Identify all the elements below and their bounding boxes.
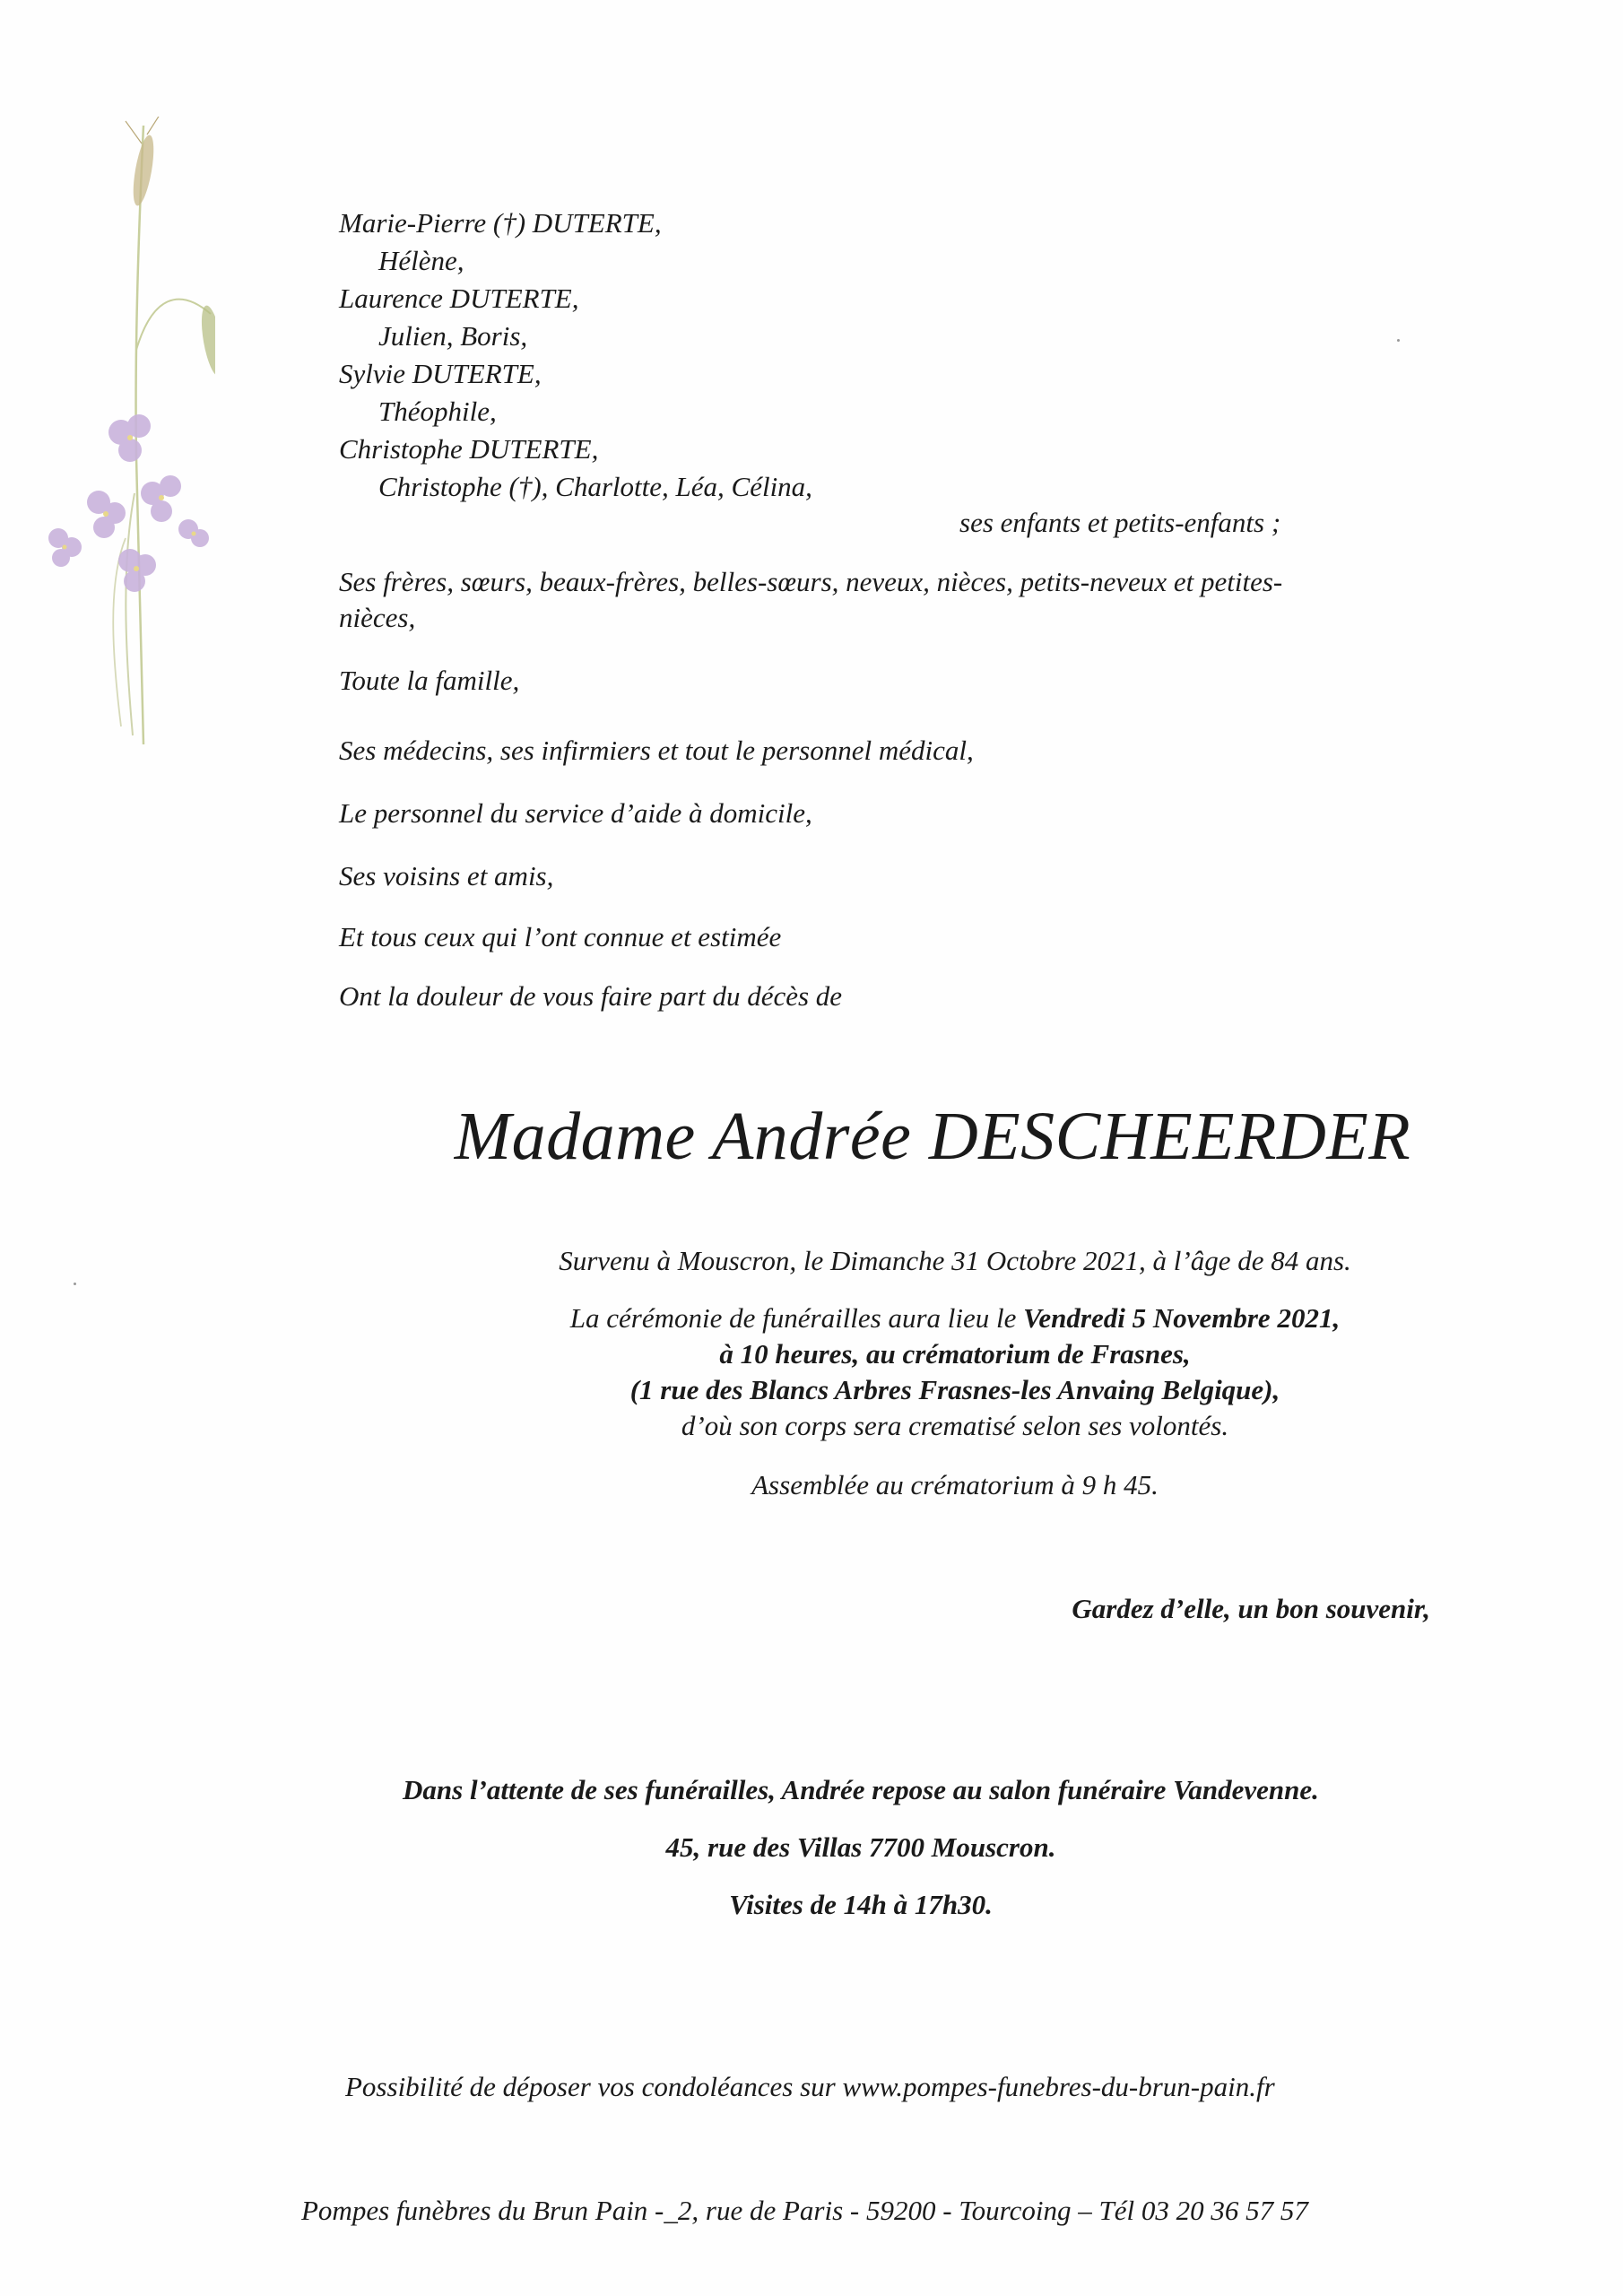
death-details: Survenu à Mouscron, le Dimanche 31 Octobre 2021, à l’âge de 84 ans. <box>559 1245 1351 1276</box>
funeral-home-footer: Pompes funèbres du Brun Pain -_2, rue de Paris - 59200 - Tourcoing – Tél 03 20 36 57 57 <box>301 2195 1308 2226</box>
family-line: Sylvie DUTERTE, <box>339 358 542 389</box>
speck <box>1397 339 1400 342</box>
flower-illustration <box>36 117 215 762</box>
family-line: Marie-Pierre (†) DUTERTE, <box>339 207 662 239</box>
ceremony-date: Vendredi 5 Novembre 2021, <box>1023 1302 1341 1334</box>
home-help-text: Le personnel du service d’aide à domicile, <box>339 797 812 829</box>
ceremony-line <box>314 1300 1596 1336</box>
siblings-text-continued: nièces, <box>339 602 416 633</box>
family-line: Laurence DUTERTE, <box>339 283 579 314</box>
relation-text: ses enfants et petits-enfants ; <box>959 507 1281 538</box>
deceased-name: Madame Andrée DESCHEERDER <box>454 1099 1411 1174</box>
family-line: Julien, Boris, <box>378 320 528 352</box>
family-line: Christophe DUTERTE, <box>339 433 599 465</box>
siblings-text: Ses frères, sœurs, beaux-frères, belles-sœurs, neveux, nièces, petits-neveux et petites- <box>339 566 1283 597</box>
cremation-text: d’où son corps sera crematisé selon ses volontés. <box>681 1410 1229 1441</box>
family-line: Théophile, <box>378 396 497 427</box>
ceremony-address <box>314 1372 1596 1408</box>
condolences-text: Possibilité de déposer vos condoléances sur www.pompes-funebres-du-brun-pain.fr <box>345 2071 1275 2102</box>
visitation-hours: Visites de 14h à 17h30. <box>729 1889 993 1920</box>
announcement-text: Ont la douleur de vous faire part du décès de <box>339 980 843 1012</box>
visitation-line-1: Dans l’attente de ses funérailles, Andrée repose au salon funéraire Vandevenne. <box>403 1774 1319 1805</box>
medical-text: Ses médecins, ses infirmiers et tout le personnel médical, <box>339 735 974 766</box>
family-line: Hélène, <box>378 245 464 276</box>
remember-text: Gardez d’elle, un bon souvenir, <box>1072 1593 1430 1624</box>
ceremony-address-text: (1 rue des Blancs Arbres Frasnes-les Anvaing Belgique), <box>629 1374 1280 1405</box>
family-line: Christophe (†), Charlotte, Léa, Célina, <box>378 471 812 502</box>
all-who-knew-text: Et tous ceux qui l’ont connue et estimée <box>339 921 782 952</box>
assembly-text: Assemblée au crématorium à 9 h 45. <box>751 1469 1159 1500</box>
family-all-text: Toute la famille, <box>339 665 520 696</box>
ceremony-intro: La cérémonie de funérailles aura lieu le <box>569 1302 1024 1334</box>
neighbours-text: Ses voisins et amis, <box>339 860 554 891</box>
ceremony-time-place-text: à 10 heures, au crématorium de Frasnes, <box>719 1338 1191 1370</box>
ceremony-time-place <box>314 1336 1596 1372</box>
visitation-address: 45, rue des Villas 7700 Mouscron. <box>665 1831 1056 1863</box>
speck <box>74 1283 76 1285</box>
